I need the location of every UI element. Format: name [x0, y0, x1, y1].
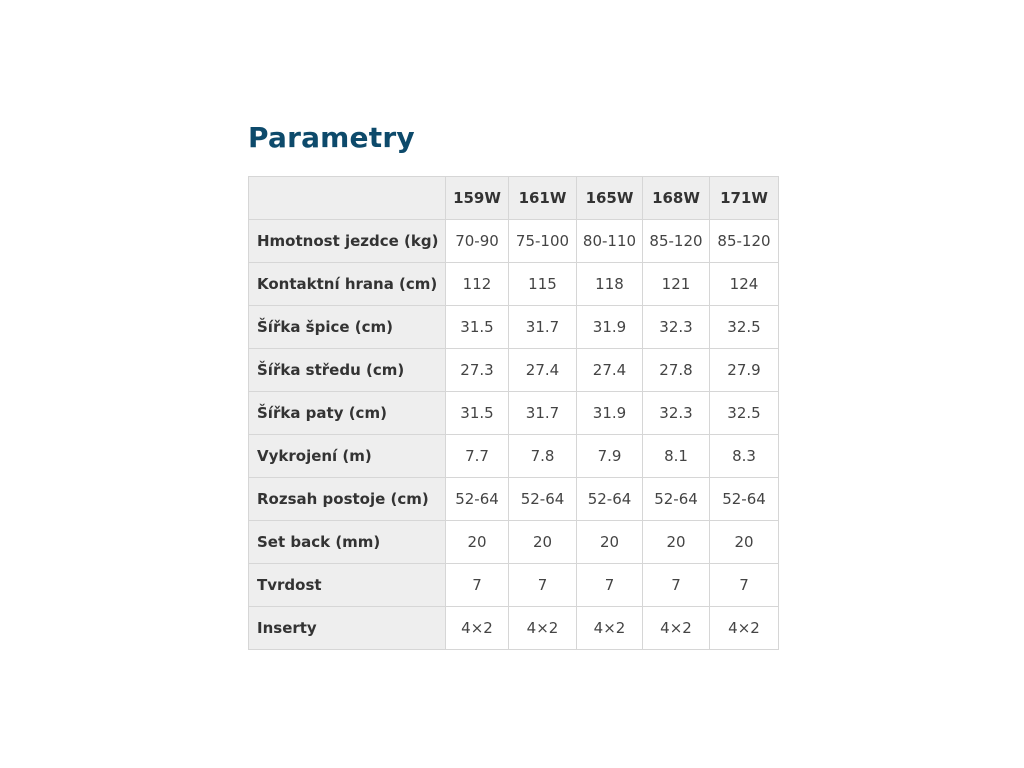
- table-cell: 52-64: [643, 478, 710, 521]
- table-cell: 4×2: [710, 607, 779, 650]
- table-cell: 20: [509, 521, 577, 564]
- table-row: [249, 349, 779, 392]
- row-label: Set back (mm): [249, 521, 446, 564]
- table-cell: 75-100: [509, 220, 577, 263]
- table-cell: 121: [643, 263, 710, 306]
- row-label: Šířka špice (cm): [249, 306, 446, 349]
- column-header: 165W: [577, 177, 643, 220]
- table-cell: 124: [710, 263, 779, 306]
- table-row: [249, 435, 779, 478]
- table-cell: 31.9: [577, 392, 643, 435]
- table-cell: 112: [446, 263, 509, 306]
- table-cell: 31.7: [509, 306, 577, 349]
- table-cell: 27.4: [577, 349, 643, 392]
- table-cell: 7: [643, 564, 710, 607]
- table-cell: 115: [509, 263, 577, 306]
- table-cell: 7: [446, 564, 509, 607]
- table-cell: 70-90: [446, 220, 509, 263]
- table-cell: 31.5: [446, 392, 509, 435]
- table-cell: 32.5: [710, 306, 779, 349]
- table-row: [249, 392, 779, 435]
- table-cell: 52-64: [446, 478, 509, 521]
- table-header-row: [249, 177, 779, 220]
- table-cell: 52-64: [509, 478, 577, 521]
- table-cell: 7.8: [509, 435, 577, 478]
- table-cell: 31.7: [509, 392, 577, 435]
- table-cell: 52-64: [710, 478, 779, 521]
- table-cell: 27.8: [643, 349, 710, 392]
- table-cell: 27.3: [446, 349, 509, 392]
- table-cell: 7: [710, 564, 779, 607]
- column-header: 161W: [509, 177, 577, 220]
- table-cell: 7.7: [446, 435, 509, 478]
- table-row: [249, 478, 779, 521]
- column-header: 168W: [643, 177, 710, 220]
- table-cell: 20: [446, 521, 509, 564]
- table-corner-cell: [249, 177, 446, 220]
- table-cell: 31.9: [577, 306, 643, 349]
- table-cell: 4×2: [643, 607, 710, 650]
- table-cell: 7: [509, 564, 577, 607]
- column-header: 159W: [446, 177, 509, 220]
- row-label: Tvrdost: [249, 564, 446, 607]
- row-label: Šířka paty (cm): [249, 392, 446, 435]
- table-cell: 31.5: [446, 306, 509, 349]
- row-label: Kontaktní hrana (cm): [249, 263, 446, 306]
- table-row: [249, 306, 779, 349]
- table-cell: 4×2: [446, 607, 509, 650]
- table-cell: 4×2: [577, 607, 643, 650]
- table-cell: 7.9: [577, 435, 643, 478]
- table-cell: 8.3: [710, 435, 779, 478]
- table-row: [249, 220, 779, 263]
- parameters-table: [248, 176, 779, 650]
- table-cell: 52-64: [577, 478, 643, 521]
- table-cell: 20: [643, 521, 710, 564]
- table-cell: 118: [577, 263, 643, 306]
- table-cell: 80-110: [577, 220, 643, 263]
- row-label: Inserty: [249, 607, 446, 650]
- table-cell: 7: [577, 564, 643, 607]
- table-cell: 85-120: [643, 220, 710, 263]
- table-cell: 27.4: [509, 349, 577, 392]
- column-header: 171W: [710, 177, 779, 220]
- table-cell: 32.3: [643, 392, 710, 435]
- row-label: Šířka středu (cm): [249, 349, 446, 392]
- table-cell: 27.9: [710, 349, 779, 392]
- table-row: [249, 607, 779, 650]
- row-label: Rozsah postoje (cm): [249, 478, 446, 521]
- table-row: [249, 263, 779, 306]
- table-cell: 32.5: [710, 392, 779, 435]
- row-label: Hmotnost jezdce (kg): [249, 220, 446, 263]
- table-cell: 4×2: [509, 607, 577, 650]
- page-title: Parametry: [248, 121, 415, 154]
- table-cell: 85-120: [710, 220, 779, 263]
- table-cell: 32.3: [643, 306, 710, 349]
- table-cell: 8.1: [643, 435, 710, 478]
- table-cell: 20: [710, 521, 779, 564]
- table-cell: 20: [577, 521, 643, 564]
- table-row: [249, 564, 779, 607]
- row-label: Vykrojení (m): [249, 435, 446, 478]
- table-row: [249, 521, 779, 564]
